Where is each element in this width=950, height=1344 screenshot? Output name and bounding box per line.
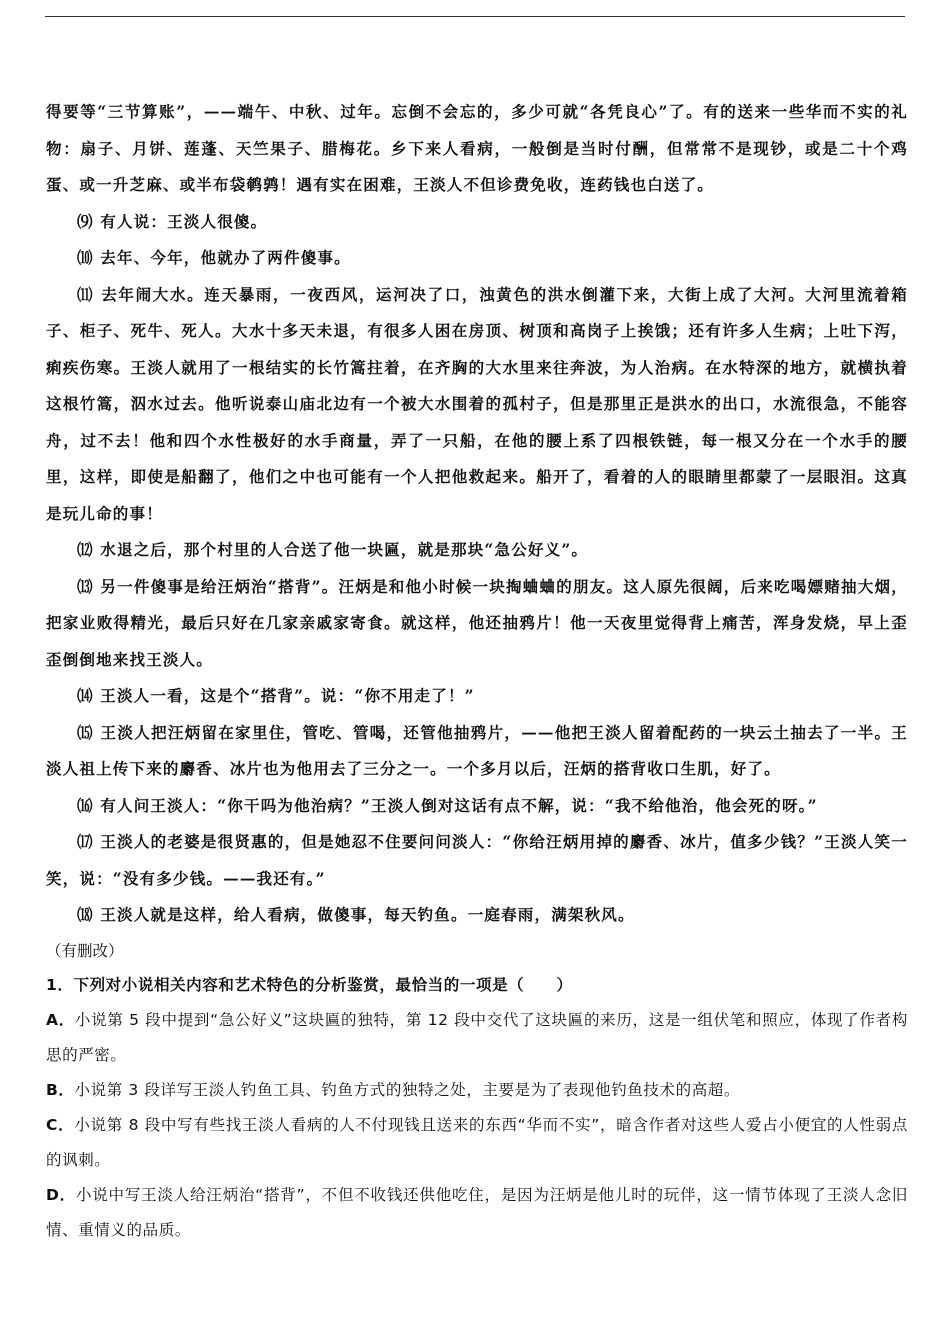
passage-paragraph-18: ⒅ 王淡人就是这样，给人看病，做傻事，每天钓鱼。一庭春雨，满架秋风。 xyxy=(77,905,635,924)
passage-paragraph-continued: 得要等“三节算账”，——端午、中秋、过年。忘倒不会忘的，多少可就“各凭良心”了。有的送来一些华而不实的礼物：扇子、月饼、莲蓬、天竺果子、腊梅花。乡下来人看病，一般倒是当时付酬，但常常不是现钞，或是二十个鸡蛋、或一升芝麻、或半布袋鹌鹑！遇有实在困难，王淡人不但诊费免收，连药钱也白送了。 xyxy=(46,102,908,194)
passage-paragraph-17: ⒄ 王淡人的老婆是很贤惠的，但是她忍不住要问问淡人：“你给汪炳用掉的麝香、冰片，值多少钱？”王淡人笑一笑，说：“没有多少钱。——我还有。” xyxy=(46,832,908,888)
question-stem xyxy=(46,968,908,1003)
option-a xyxy=(46,1003,908,1073)
passage-paragraph-13: ⒀ 另一件傻事是给汪炳治“搭背”。汪炳是和他小时候一块掏蛐蛐的朋友。这人原先很阔，后来吃喝嫖赌抽大烟，把家业败得精光，最后只好在几家亲戚家寄食。就这样，他还抽鸦片！他一天夜里觉得背上痛苦，浑身发烧，早上歪歪倒倒地来找王淡人。 xyxy=(46,576,908,669)
question-stem-text: 1．下列对小说相关内容和艺术特色的分析鉴赏，最恰当的一项是（ ） xyxy=(46,975,573,994)
option-letter: C． xyxy=(46,1115,75,1134)
document-body xyxy=(46,94,908,1248)
option-letter: A． xyxy=(46,1010,75,1029)
passage-paragraph-16: ⒃ 有人问王淡人：“你干吗为他治病？”王淡人倒对这话有点不解，说：“我不给他治，他会死的呀。” xyxy=(77,795,818,815)
option-text: 小说第 8 段中写有些找王淡人看病的人不付现钱且送来的东西“华而不实”，暗含作者对这些人爱占小便宜的人性弱点的讽刺。 xyxy=(46,1115,908,1169)
passage-paragraph-9: ⑼ 有人说：王淡人很傻。 xyxy=(77,211,268,231)
option-b xyxy=(46,1073,908,1108)
option-letter: B． xyxy=(46,1080,75,1099)
option-text: 小说第 3 段详写王淡人钓鱼工具、钓鱼方式的独特之处，主要是为了表现他钓鱼技术的高超。 xyxy=(74,1080,741,1099)
passage-paragraph-14: ⒁ 王淡人一看，这是个“搭背”。说：“你不用走了！” xyxy=(77,686,475,705)
passage-paragraph-10: ⑽ 去年、今年，他就办了两件傻事。 xyxy=(77,248,351,267)
passage-paragraph-11: ⑾ 去年闹大水。连天暴雨，一夜西风，运河决了口，浊黄色的洪水倒灌下来，大街上成了大河。大河里流着箱子、柜子、死牛、死人。大水十多天未退，有很多人困在房顶、树顶和高岗子上挨饿；还有许多人生病；上吐下泻，痢疾伤寒。王淡人就用了一根结实的长竹篙拄着，在齐胸的大水里来往奔波，为人治病。在水特深的地方，就横执着这根竹篙，泅水过去。他听说泰山庙北边有一个被大水围着的孤村子，但是那里正是洪水的出口，水流很急，不能容舟，过不去！他和四个水性极好的水手商量，弄了一只船，在他的腰上系了四根铁链，每一根又分在一个水手的腰里，这样，即使是船翻了，他们之中也可能有一个人把他救起来。船开了，看着的人的眼睛里都蒙了一层眼泪。这真是玩儿命的事！ xyxy=(46,284,908,523)
passage-paragraph-12: ⑿ 水退之后，那个村里的人合送了他一块匾，就是那块“急公好义”。 xyxy=(77,540,589,559)
option-d xyxy=(46,1178,908,1248)
passage-paragraph-15: ⒂ 王淡人把汪炳留在家里住，管吃、管喝，还管他抽鸦片，——他把王淡人留着配药的一块云土抽去了一半。王淡人祖上传下来的麝香、冰片也为他用去了三分之一。一个多月以后，汪炳的搭背收口生肌，好了。 xyxy=(46,722,908,778)
option-letter: D． xyxy=(46,1185,76,1204)
option-text: 小说第 5 段中提到“急公好义”这块匾的独特，第 12 段中交代了这块匾的来历，这是一组伏笔和照应，体现了作者构思的严密。 xyxy=(46,1010,908,1064)
header-rule xyxy=(45,16,905,17)
option-text: 小说中写王淡人给汪炳治“搭背”，不但不收钱还供他吃住，是因为汪炳是他儿时的玩伴，这一情节体现了王淡人念旧情、重情义的品质。 xyxy=(46,1185,908,1239)
option-c xyxy=(46,1108,908,1178)
source-note: （有删改） xyxy=(46,941,124,960)
